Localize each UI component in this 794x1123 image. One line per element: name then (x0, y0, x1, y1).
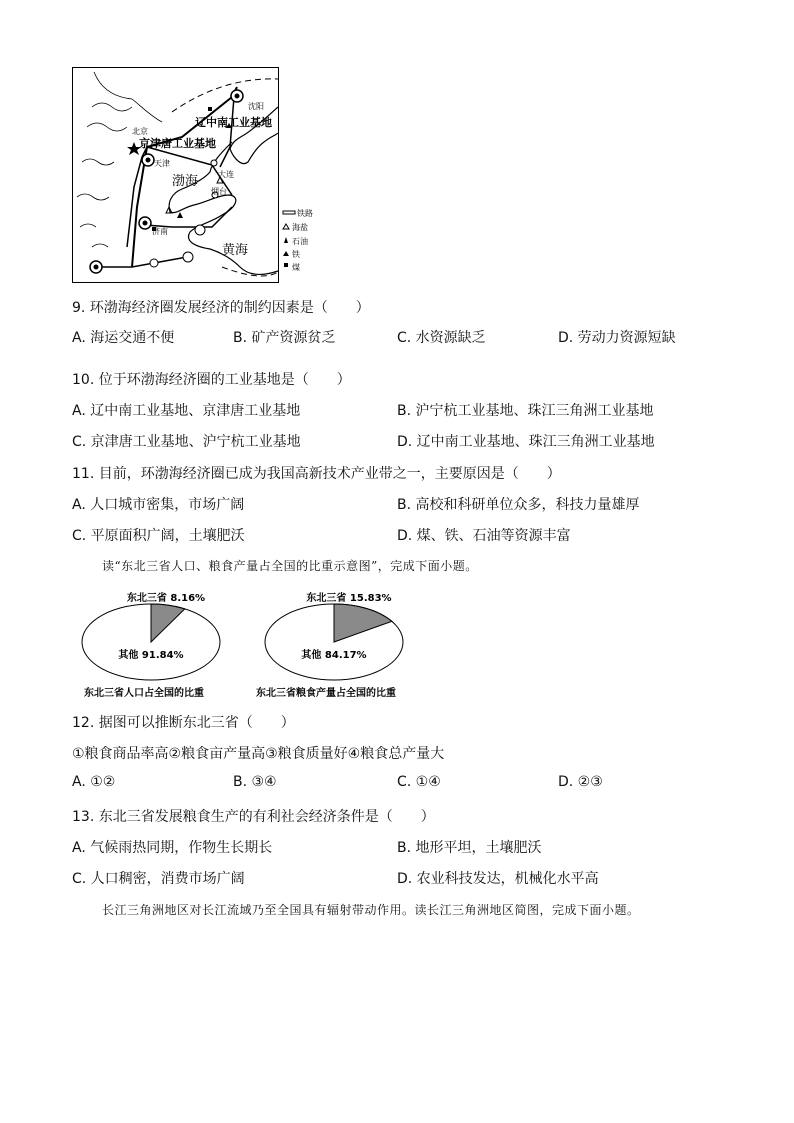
q10-option-a[interactable]: A. 辽中南工业基地、京津唐工业基地 (72, 403, 301, 419)
q11-option-d[interactable]: D. 煤、铁、石油等资源丰富 (397, 528, 571, 544)
legend-salt-label: 海盐 (292, 223, 308, 232)
label-huanghai: 黄海 (222, 243, 249, 258)
q11-option-c[interactable]: C. 平原面积广阔，土壤肥沃 (72, 528, 245, 544)
q13-option-b[interactable]: B. 地形平坦，土壤肥沃 (397, 840, 542, 856)
pie-intro-text: 读“东北三省人口、粮食产量占全国的比重示意图”，完成下面小题。 (102, 559, 478, 573)
pie-charts-svg (76, 588, 456, 703)
label-shenyang: 沈阳 (248, 102, 264, 111)
q10-option-b[interactable]: B. 沪宁杭工业基地、珠江三角洲工业基地 (397, 403, 654, 419)
pie-1-label-other: 其他 91.84% (118, 650, 184, 661)
legend-railway-icon (283, 211, 295, 214)
question-10-stem: 10. 位于环渤海经济圈的工业基地是（ ） (72, 372, 351, 388)
label-bohai: 渤海 (172, 174, 199, 189)
map-legend (283, 208, 313, 272)
q12-option-b[interactable]: B. ③④ (233, 774, 277, 790)
legend-iron-label: 铁 (292, 250, 300, 259)
city-marker (195, 225, 205, 235)
city-tianjin-dot (146, 158, 151, 163)
city-jinan-dot (143, 221, 148, 226)
q12-option-c[interactable]: C. ①④ (397, 774, 441, 790)
legend-salt-icon (283, 224, 289, 229)
q11-option-a[interactable]: A. 人口城市密集，市场广阔 (72, 497, 245, 513)
legend-oil-label: 石油 (292, 237, 308, 246)
legend-iron-icon (283, 251, 289, 256)
label-jingjintang: 京津唐工业基地 (139, 137, 216, 150)
bohai-map-svg (72, 67, 322, 284)
bohai-map (72, 67, 322, 284)
pie-2-label-northeast: 东北三省 15.83% (306, 593, 392, 604)
q13-option-a[interactable]: A. 气候雨热同期，作物生长期长 (72, 840, 273, 856)
question-9-stem: 9. 环渤海经济圈发展经济的制约因素是（ ） (72, 300, 370, 316)
label-liaozhongnan: 辽中南工业基地 (195, 116, 272, 129)
city-shenyang-dot (235, 94, 240, 99)
q11-option-b[interactable]: B. 高校和科研单位众多，科技力量雄厚 (397, 497, 640, 513)
pie-1-title: 东北三省人口占全国的比重 (84, 688, 204, 699)
q13-option-c[interactable]: C. 人口稠密，消费市场广阔 (72, 871, 245, 887)
legend-coal-label: 煤 (292, 263, 300, 272)
legend-coal-icon (284, 263, 288, 267)
label-yantai: 烟台 (211, 187, 227, 196)
q12-option-d[interactable]: D. ②③ (558, 774, 603, 790)
city-sw-dot (94, 265, 99, 270)
label-beijing: 北京 (132, 127, 148, 136)
pie-1-label-northeast: 东北三省 8.16% (126, 593, 206, 604)
q9-option-b[interactable]: B. 矿产资源贫乏 (233, 330, 336, 346)
question-11-stem: 11. 目前，环渤海经济圈已成为我国高新技术产业带之一，主要原因是（ ） (72, 466, 561, 482)
q13-option-d[interactable]: D. 农业科技发达，机械化水平高 (397, 871, 599, 887)
q9-option-d[interactable]: D. 劳动力资源短缺 (558, 330, 676, 346)
question-12-stem: 12. 据图可以推断东北三省（ ） (72, 715, 295, 731)
q12-option-a[interactable]: A. ①② (72, 774, 116, 790)
coal-icon (208, 107, 212, 111)
question-13-stem: 13. 东北三省发展粮食生产的有利社会经济条件是（ ） (72, 809, 435, 825)
city-marker (183, 252, 193, 262)
legend-oil-icon (284, 237, 288, 243)
label-dalian: 大连 (218, 170, 234, 179)
q10-option-c[interactable]: C. 京津唐工业基地、沪宁杭工业基地 (72, 434, 301, 450)
delta-intro-text: 长江三角洲地区对长江流域乃至全国具有辐射带动作用。读长江三角洲地区简图，完成下面小题。 (102, 903, 640, 917)
question-12-statements: ①粮食商品率高②粮食亩产量高③粮食质量好④粮食总产量大 (72, 746, 445, 762)
city-marker (150, 259, 158, 267)
q9-option-c[interactable]: C. 水资源缺乏 (397, 330, 486, 346)
legend-railway-label: 铁路 (297, 209, 313, 218)
label-jinan: 济南 (152, 227, 168, 236)
q9-option-a[interactable]: A. 海运交通不便 (72, 330, 175, 346)
pie-2-title: 东北三省粮食产量占全国的比重 (256, 688, 396, 699)
q10-option-d[interactable]: D. 辽中南工业基地、珠江三角洲工业基地 (397, 434, 655, 450)
city-dalian-marker (211, 160, 217, 166)
pie-charts (76, 588, 456, 703)
label-tianjin: 天津 (154, 159, 170, 168)
pie-2-label-other: 其他 84.17% (301, 650, 367, 661)
